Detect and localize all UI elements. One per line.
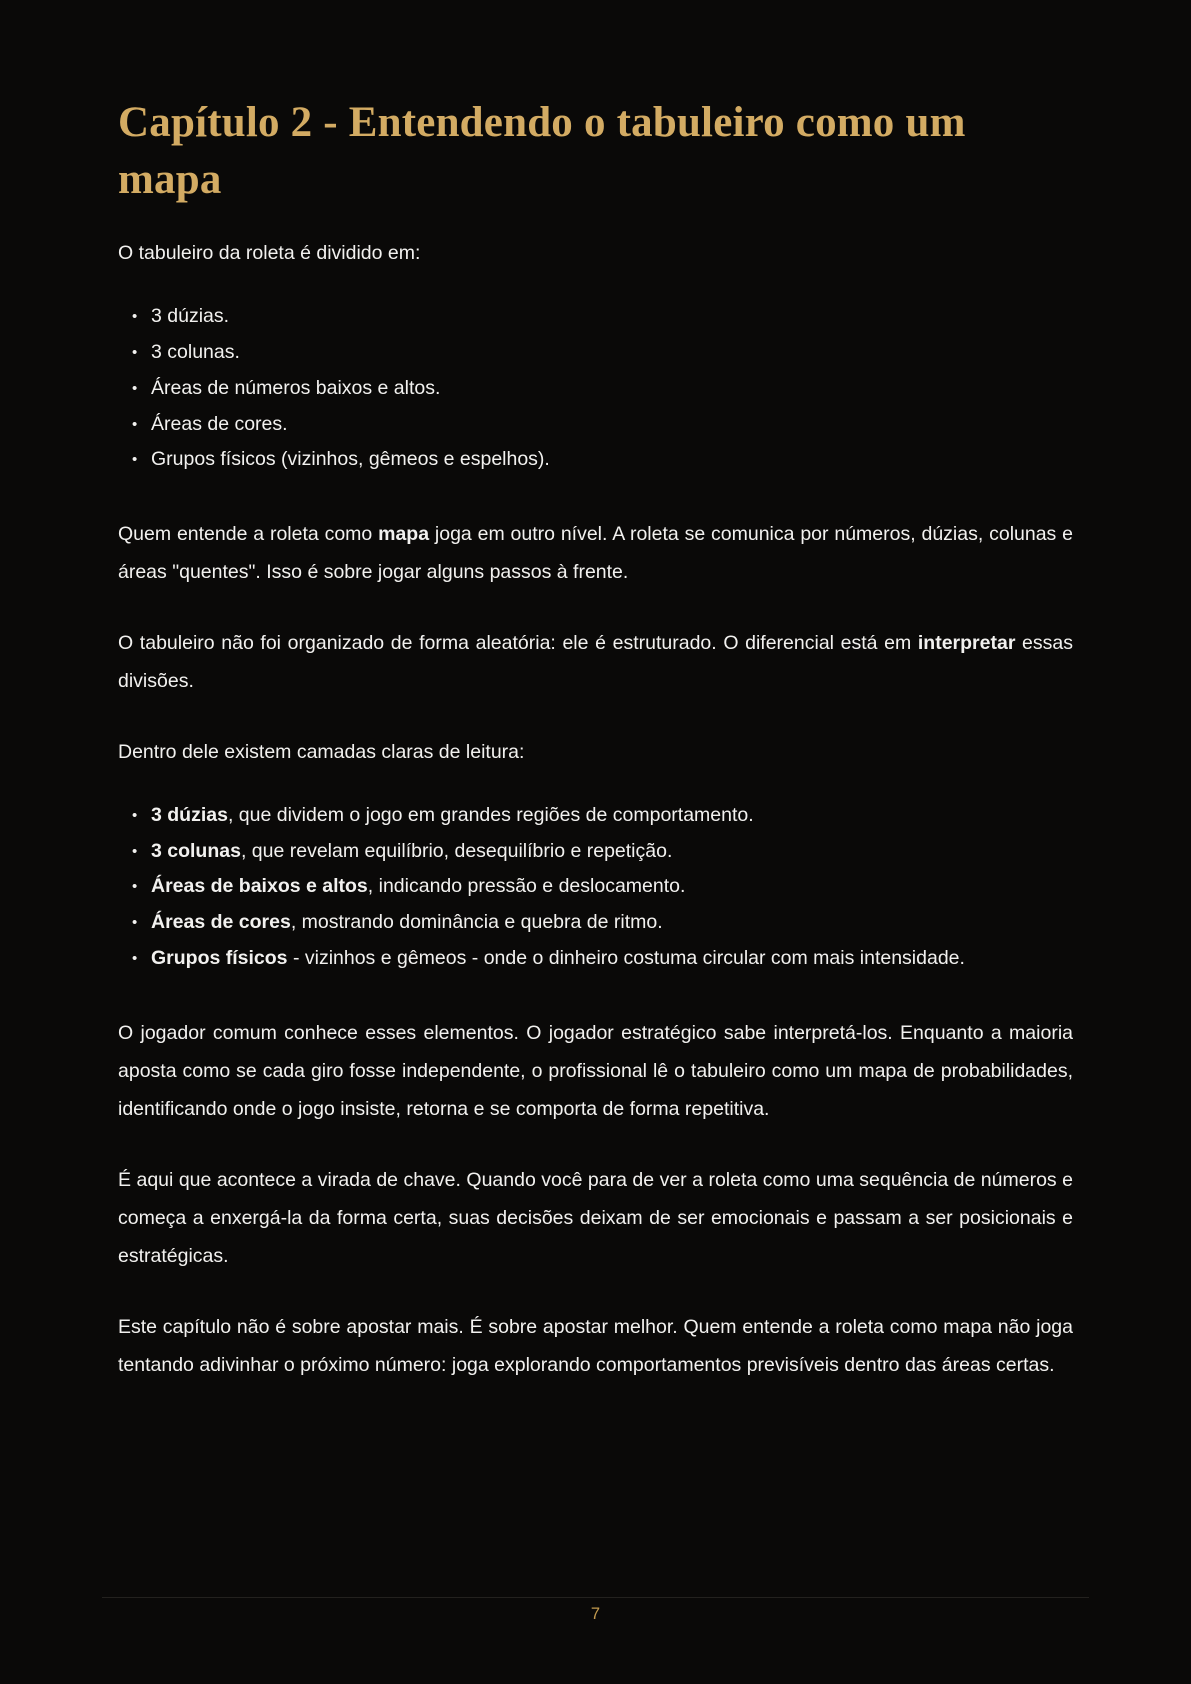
list-item: • Grupos físicos - vizinhos e gêmeos - onde o dinheiro costuma circular com mais intensidade. [132,941,1073,976]
paragraph-structure: O tabuleiro não foi organizado de forma aleatória: ele é estruturado. O diferencial está em interpretar essas divisões. [118,631,1073,692]
list-item: • Áreas de números baixos e altos. [132,371,1073,406]
chapter-title: Capítulo 2 - Entendendo o tabuleiro como um mapa [118,99,966,204]
list-item: • Áreas de cores, mostrando dominância e quebra de ritmo. [132,905,1073,940]
list-item: • Áreas de baixos e altos, indicando pressão e deslocamento. [132,869,1073,904]
list-item: • 3 colunas. [132,335,1073,370]
intro-paragraph: O tabuleiro da roleta é dividido em: [118,242,421,265]
divisions-list [132,299,1073,477]
paragraph-player: O jogador comum conhece esses elementos. O jogador estratégico sabe interpretá-los. Enquanto a maioria aposta como se cada giro fosse independente, o profissional lê o tabuleiro como um mapa de probabilidades, identificando onde o jogo insiste, retorna e se comporta de forma repetitiva. [118,1021,1073,1120]
paragraph-closing: Este capítulo não é sobre apostar mais. É sobre apostar melhor. Quem entende a roleta como mapa não joga tentando adivinhar o próximo número: joga explorando comportamentos previsíveis dentro das áreas certas. [118,1315,1073,1376]
paragraph-turning-point: É aqui que acontece a virada de chave. Quando você para de ver a roleta como uma sequência de números e começa a enxergá-la da forma certa, suas decisões deixam de ser emocionais e passam a ser posicionais e estratégicas. [118,1168,1073,1267]
list-item: • Grupos físicos (vizinhos, gêmeos e espelhos). [132,442,1073,477]
list-item: • Áreas de cores. [132,407,1073,442]
list-item: • 3 dúzias. [132,299,1073,334]
footer-divider [102,1597,1089,1598]
page-footer [0,1597,1191,1624]
list-item: • 3 colunas, que revelam equilíbrio, desequilíbrio e repetição. [132,834,1073,869]
layers-intro-paragraph: Dentro dele existem camadas claras de leitura: [118,740,525,763]
layers-list [132,798,1073,976]
page-number: 7 [590,1605,601,1623]
paragraph-map: Quem entende a roleta como mapa joga em outro nível. A roleta se comunica por números, dúzias, colunas e áreas "quentes". Isso é sobre jogar alguns passos à frente. [118,522,1073,583]
list-item: • 3 dúzias, que dividem o jogo em grandes regiões de comportamento. [132,798,1073,833]
